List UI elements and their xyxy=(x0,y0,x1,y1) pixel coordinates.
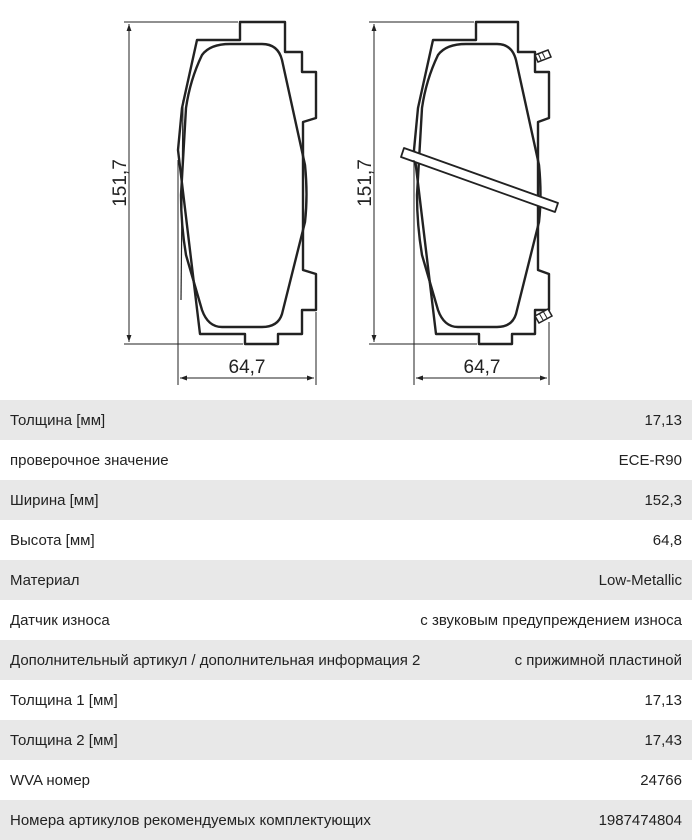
left-friction-lining xyxy=(181,44,307,327)
spec-row xyxy=(0,720,692,760)
left-brake-pad xyxy=(178,22,316,344)
left-width-dimension xyxy=(178,160,316,385)
spec-table xyxy=(0,400,692,840)
spec-row xyxy=(0,640,692,680)
spec-row xyxy=(0,440,692,480)
spec-value: Low-Metallic xyxy=(598,571,682,589)
spec-label: Ширина [мм] xyxy=(10,491,99,509)
brake-pad-technical-drawing xyxy=(0,0,692,400)
right-brake-pad xyxy=(401,22,558,344)
spec-label: Дополнительный артикул / дополнительная информация 2 xyxy=(10,651,421,669)
spec-row xyxy=(0,680,692,720)
right-height-label: 151,7 xyxy=(355,159,376,207)
spec-value: 17,13 xyxy=(644,691,682,709)
spec-row xyxy=(0,600,692,640)
pressure-plate-indicator xyxy=(401,148,558,212)
spec-value: 64,8 xyxy=(652,531,682,549)
spec-label: Толщина 1 [мм] xyxy=(10,691,118,709)
right-width-label: 64,7 xyxy=(463,357,501,378)
spec-label: Толщина 2 [мм] xyxy=(10,731,118,749)
spec-value: 152,3 xyxy=(644,491,682,509)
spec-value: с звуковым предупреждением износа xyxy=(420,611,682,629)
spec-label: WVA номер xyxy=(10,771,91,789)
left-width-label: 64,7 xyxy=(228,357,266,378)
left-height-dimension xyxy=(110,22,243,344)
spec-row xyxy=(0,520,692,560)
spec-row xyxy=(0,800,692,840)
spec-row xyxy=(0,760,692,800)
left-height-label: 151,7 xyxy=(110,159,131,207)
spec-value: 24766 xyxy=(640,771,682,789)
right-height-dimension xyxy=(355,22,477,344)
spec-label: проверочное значение xyxy=(10,451,169,469)
spec-row xyxy=(0,560,692,600)
spec-label: Высота [мм] xyxy=(10,531,95,549)
upper-wear-sensor-clip-icon xyxy=(535,50,551,62)
spec-value: ECE-R90 xyxy=(618,451,682,469)
spec-value: с прижимной пластиной xyxy=(514,651,682,669)
spec-label: Материал xyxy=(10,571,80,589)
spec-label: Толщина [мм] xyxy=(10,411,106,429)
spec-label: Датчик износа xyxy=(10,611,110,629)
spec-value: 17,13 xyxy=(644,411,682,429)
spec-label: Номера артикулов рекомендуемых комплектующих xyxy=(10,811,371,829)
spec-value: 1987474804 xyxy=(598,811,682,829)
spec-row xyxy=(0,480,692,520)
spec-value: 17,43 xyxy=(644,731,682,749)
spec-row xyxy=(0,400,692,440)
